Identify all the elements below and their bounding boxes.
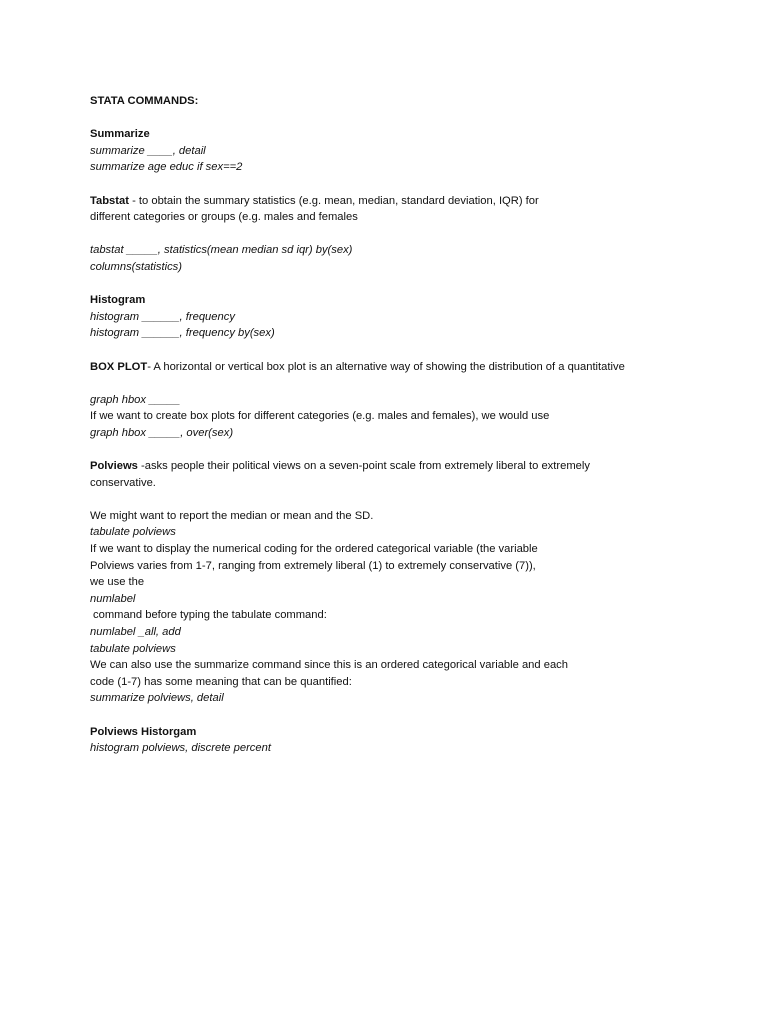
polviews-text-6: We can also use the summarize command since this is an ordered categorical variable and each — [90, 659, 568, 672]
polviews-paragraph-line-1 — [90, 458, 730, 475]
histogram-command-2: histogram ______, frequency by(sex) — [90, 327, 275, 340]
polviews-text-5: command before typing the tabulate command: — [93, 609, 327, 622]
boxplot-heading: BOX PLOT — [90, 360, 148, 373]
polviews-histogram-heading: Polviews Historgam — [90, 725, 197, 738]
tabstat-description-1: - to obtain the summary statistics (e.g. mean, median, standard deviation, IQR) for — [128, 194, 539, 207]
tabstat-heading: Tabstat — [90, 194, 129, 207]
spacer — [90, 342, 730, 359]
polviews-command-1: tabulate polviews — [90, 526, 176, 539]
polviews-description-2: conservative. — [90, 476, 156, 489]
document-title: STATA COMMANDS: — [90, 95, 199, 107]
polviews-command-5: summarize polviews, detail — [90, 692, 224, 705]
summarize-command-2: summarize age educ if sex==2 — [90, 161, 243, 174]
boxplot-command-1: graph hbox _____ — [90, 393, 181, 406]
spacer — [90, 491, 730, 508]
spacer — [90, 375, 730, 392]
polviews-text-4: we use the — [90, 576, 145, 589]
spacer — [90, 176, 730, 193]
document-page — [90, 93, 730, 757]
polviews-text-3: Polviews varies from 1-7, ranging from extremely liberal (1) to extremely conservative (7)), — [90, 559, 536, 572]
boxplot-command-2: graph hbox _____, over(sex) — [90, 426, 234, 439]
polviews-command-3: numlabel _all, add — [90, 626, 181, 638]
boxplot-paragraph — [90, 359, 730, 376]
tabstat-command-1: tabstat _____, statistics(mean median sd iqr) by(sex) — [90, 244, 353, 257]
spacer — [90, 226, 730, 243]
tabstat-description-2: different categories or groups (e.g. males and females — [90, 211, 358, 224]
summarize-heading: Summarize — [90, 128, 150, 141]
polviews-text-2: If we want to display the numerical coding for the ordered categorical variable (the variable — [90, 543, 538, 556]
polviews-heading: Polviews — [90, 460, 138, 473]
polviews-command-2: numlabel — [90, 592, 136, 605]
polviews-command-4: tabulate polviews — [90, 642, 176, 655]
spacer — [90, 707, 730, 724]
tabstat-command-2: columns(statistics) — [90, 260, 183, 273]
spacer — [90, 276, 730, 293]
boxplot-description: - A horizontal or vertical box plot is an alternative way of showing the distribution of a quantitative — [147, 360, 625, 373]
polviews-histogram-command: histogram polviews, discrete percent — [90, 742, 271, 755]
tabstat-paragraph-line-1 — [90, 193, 730, 210]
spacer — [90, 441, 730, 458]
polviews-description-1: -asks people their political views on a seven-point scale from extremely liberal to extremely — [137, 460, 590, 473]
polviews-text-1: We might want to report the median or mean and the SD. — [90, 509, 374, 522]
boxplot-note: If we want to create box plots for different categories (e.g. males and females), we would use — [90, 410, 550, 423]
histogram-command-1: histogram ______, frequency — [90, 310, 235, 323]
summarize-command-1: summarize ____, detail — [90, 144, 206, 157]
polviews-text-7: code (1-7) has some meaning that can be quantified: — [90, 675, 352, 688]
histogram-heading: Histogram — [90, 294, 146, 307]
spacer — [90, 110, 730, 127]
